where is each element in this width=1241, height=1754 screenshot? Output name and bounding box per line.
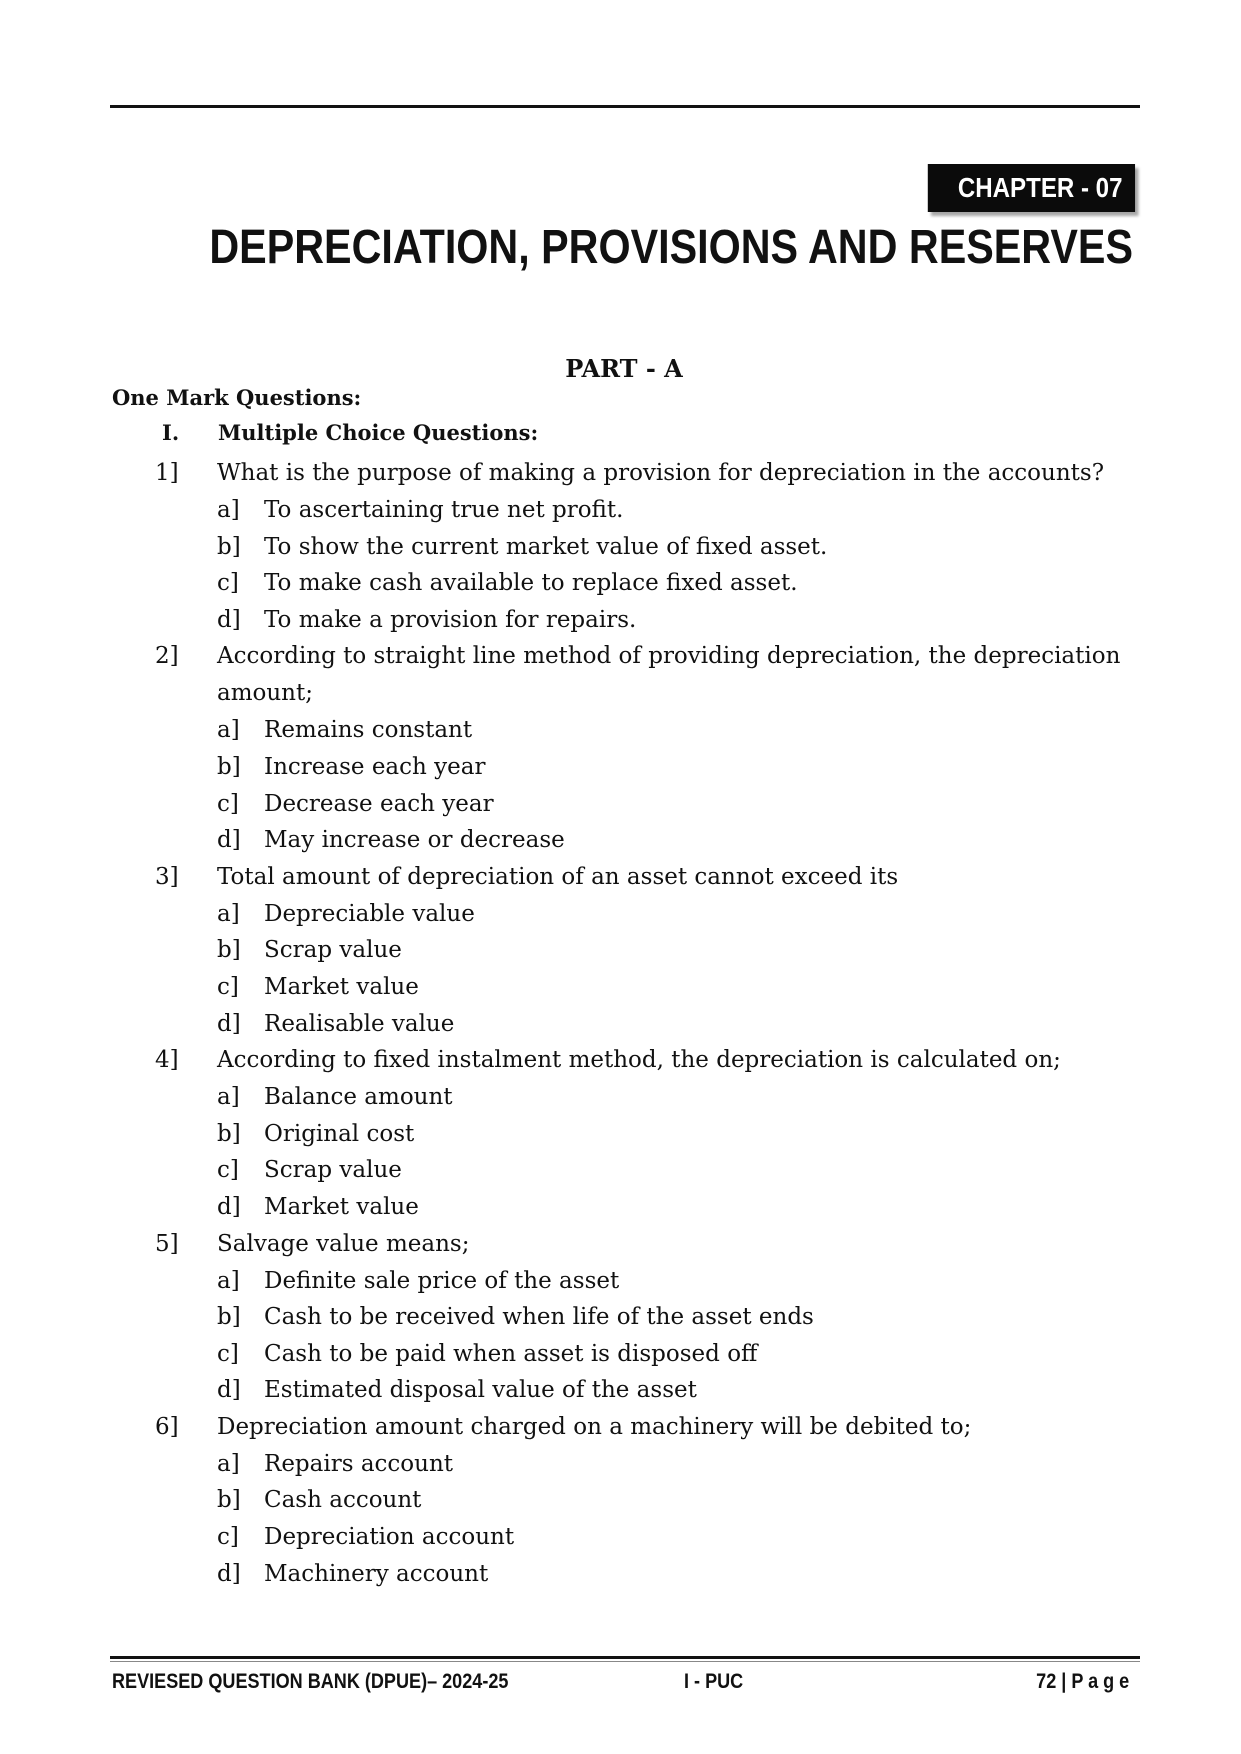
question-list xyxy=(155,455,1135,1592)
question-number: 2] xyxy=(155,643,179,670)
option-text: Cash to be paid when asset is disposed off xyxy=(264,1340,758,1367)
option-item xyxy=(217,822,1135,859)
option-letter: d] xyxy=(217,606,241,633)
option-list xyxy=(217,492,1135,638)
mcq-heading-label: Multiple Choice Questions: xyxy=(218,420,539,445)
option-item xyxy=(217,492,1135,529)
option-item xyxy=(217,932,1135,969)
footer-page-number: 72 | P a g e xyxy=(1035,1670,1129,1693)
option-letter: a] xyxy=(217,497,240,523)
option-item xyxy=(217,1299,1135,1336)
option-item xyxy=(217,1482,1135,1519)
option-item xyxy=(217,712,1135,749)
option-letter: d] xyxy=(217,1193,241,1220)
question-item xyxy=(155,455,1135,638)
question-text: Depreciation amount charged on a machinery will be debited to; xyxy=(217,1413,972,1440)
option-item xyxy=(217,1446,1135,1483)
option-text: Realisable value xyxy=(264,1010,455,1037)
option-text: Definite sale price of the asset xyxy=(264,1267,620,1294)
chapter-badge: CHAPTER - 07 xyxy=(927,164,1135,212)
mcq-heading-numeral: I. xyxy=(162,420,180,445)
question-item xyxy=(155,638,1135,858)
option-letter: b] xyxy=(217,1120,241,1147)
option-item xyxy=(217,969,1135,1006)
option-item xyxy=(217,786,1135,823)
option-letter: c] xyxy=(217,570,239,597)
option-list xyxy=(217,1263,1135,1409)
option-letter: c] xyxy=(217,1524,239,1551)
option-list xyxy=(217,1079,1135,1225)
option-text: Cash account xyxy=(264,1487,422,1514)
question-item xyxy=(155,859,1135,1042)
option-text: To make a provision for repairs. xyxy=(264,606,637,633)
question-number: 1] xyxy=(155,460,179,486)
footer-left: REVIESED QUESTION BANK (DPUE)– 2024-25 xyxy=(112,1670,509,1693)
option-text: Depreciation account xyxy=(264,1524,515,1551)
option-letter: d] xyxy=(217,827,241,854)
option-text: Decrease each year xyxy=(264,790,494,817)
option-text: Repairs account xyxy=(264,1450,454,1477)
option-item xyxy=(217,565,1135,602)
part-label: PART - A xyxy=(565,354,683,383)
option-item xyxy=(217,1116,1135,1153)
option-letter: c] xyxy=(217,973,239,1000)
option-letter: b] xyxy=(217,753,241,780)
question-text: According to straight line method of providing depreciation, the depreciation amount; xyxy=(217,643,1121,707)
option-item xyxy=(217,1519,1135,1556)
option-letter: c] xyxy=(217,1340,239,1367)
option-text: May increase or decrease xyxy=(264,827,565,854)
option-letter: a] xyxy=(217,900,240,927)
option-letter: b] xyxy=(217,1487,241,1514)
question-number: 4] xyxy=(155,1047,179,1074)
chapter-title: DEPRECIATION, PROVISIONS AND RESERVES xyxy=(209,221,1133,274)
option-item xyxy=(217,529,1135,566)
question-text: What is the purpose of making a provision for depreciation in the accounts? xyxy=(217,460,1105,486)
option-letter: b] xyxy=(217,533,241,560)
option-text: Original cost xyxy=(264,1120,415,1147)
question-item xyxy=(155,1042,1135,1225)
question-number: 6] xyxy=(155,1413,179,1440)
option-list xyxy=(217,896,1135,1042)
option-text: Remains constant xyxy=(264,717,473,744)
option-list xyxy=(217,1446,1135,1592)
question-text: Salvage value means; xyxy=(217,1230,470,1257)
option-item xyxy=(217,602,1135,639)
footer-rule-thin xyxy=(110,1661,1140,1662)
option-text: Market value xyxy=(264,1193,419,1220)
option-text: Balance amount xyxy=(264,1084,453,1111)
option-item xyxy=(217,1556,1135,1593)
option-text: Increase each year xyxy=(264,753,486,780)
option-letter: d] xyxy=(217,1377,241,1404)
option-letter: b] xyxy=(217,937,241,964)
option-item xyxy=(217,1079,1135,1116)
option-text: To show the current market value of fixed asset. xyxy=(264,533,828,560)
option-list xyxy=(217,712,1135,858)
option-letter: c] xyxy=(217,790,239,817)
option-text: Estimated disposal value of the asset xyxy=(264,1377,697,1404)
option-item xyxy=(217,1372,1135,1409)
mcq-heading xyxy=(162,420,538,445)
option-text: Cash to be received when life of the asset ends xyxy=(264,1304,814,1331)
option-text: Scrap value xyxy=(264,937,402,964)
question-number: 3] xyxy=(155,863,179,890)
option-letter: a] xyxy=(217,1450,240,1477)
option-item xyxy=(217,1152,1135,1189)
option-item xyxy=(217,1263,1135,1300)
option-text: Machinery account xyxy=(264,1560,489,1587)
option-letter: b] xyxy=(217,1304,241,1331)
top-rule xyxy=(110,105,1140,108)
option-item xyxy=(217,1189,1135,1226)
section-label: One Mark Questions: xyxy=(112,385,362,410)
question-text: According to fixed instalment method, the depreciation is calculated on; xyxy=(217,1047,1061,1074)
option-letter: d] xyxy=(217,1560,241,1587)
question-text: Total amount of depreciation of an asset cannot exceed its xyxy=(217,863,899,890)
option-item xyxy=(217,896,1135,933)
question-item xyxy=(155,1409,1135,1592)
option-text: Market value xyxy=(264,973,419,1000)
footer-center: I - PUC xyxy=(684,1670,744,1693)
option-text: Scrap value xyxy=(264,1157,402,1184)
option-letter: a] xyxy=(217,1084,240,1111)
option-text: To make cash available to replace fixed asset. xyxy=(264,570,798,597)
option-letter: a] xyxy=(217,717,240,744)
option-text: To ascertaining true net profit. xyxy=(264,497,624,523)
question-item xyxy=(155,1226,1135,1409)
option-letter: a] xyxy=(217,1267,240,1294)
option-text: Depreciable value xyxy=(264,900,475,927)
option-letter: c] xyxy=(217,1157,239,1184)
option-item xyxy=(217,1336,1135,1373)
option-item xyxy=(217,749,1135,786)
question-number: 5] xyxy=(155,1230,179,1257)
footer-rule xyxy=(110,1656,1140,1659)
option-letter: d] xyxy=(217,1010,241,1037)
option-item xyxy=(217,1006,1135,1043)
